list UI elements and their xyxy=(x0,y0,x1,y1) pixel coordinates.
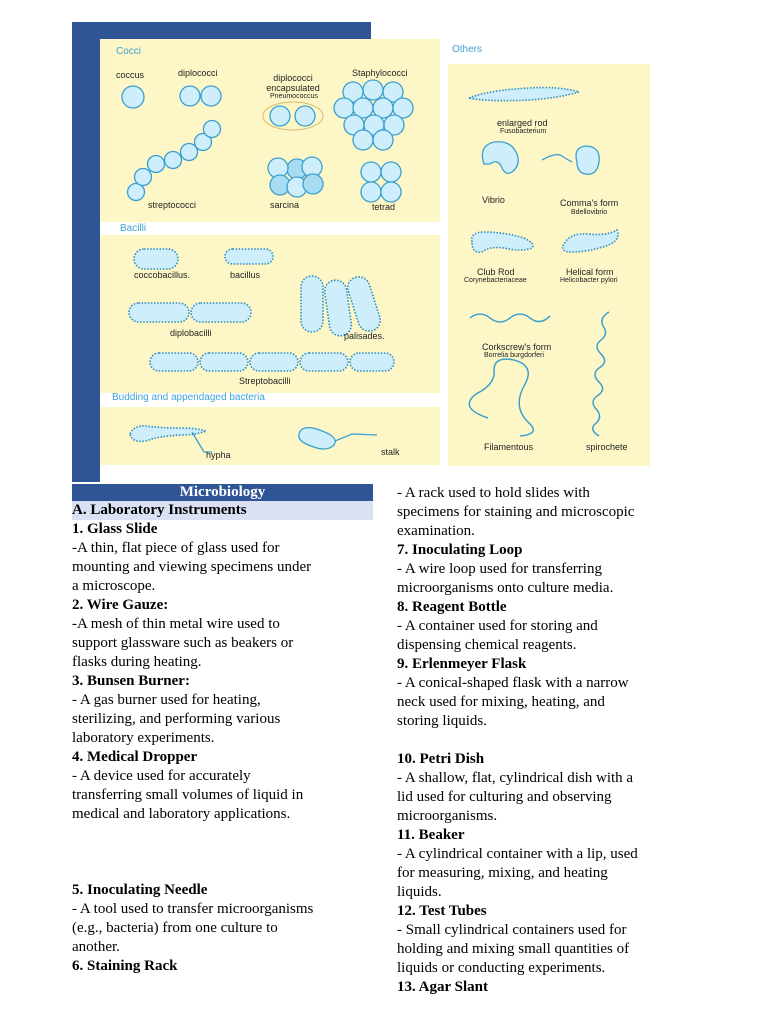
item-reagent-line: dispensing chemical reagents. xyxy=(397,637,577,653)
hypha-pointer xyxy=(192,432,212,452)
item-glass-slide-line: a microscope. xyxy=(72,578,156,594)
item-beaker-line: for measuring, mixing, and heating xyxy=(397,865,608,881)
cocci-title: Cocci xyxy=(116,46,142,57)
diplococcus-shape-2 xyxy=(201,86,221,106)
item-beaker-title: 11. Beaker xyxy=(397,827,465,843)
bacteria-morphology-figure xyxy=(72,22,650,484)
coccus-shape xyxy=(122,86,144,108)
item-flask-line: storing liquids. xyxy=(397,713,488,729)
item-dropper-title: 4. Medical Dropper xyxy=(72,749,198,765)
label-tetrad: tetrad xyxy=(372,202,396,212)
item-loop-line: - A wire loop used for transferring xyxy=(397,561,602,577)
item-beaker-line: liquids. xyxy=(397,884,442,900)
item-flask-line: - A conical-shaped flask with a narrow xyxy=(397,675,629,691)
encapsulated-coccus-1 xyxy=(270,106,290,126)
item-needle-line: another. xyxy=(72,939,120,955)
item-bunsen-title: 3. Bunsen Burner: xyxy=(72,673,190,689)
label-corynebacteriaceae: Corynebacteriaceae xyxy=(464,277,527,284)
palisades-shape xyxy=(301,274,383,337)
item-wire-gauze-line: flasks during heating. xyxy=(72,654,202,670)
item-bunsen-line: - A gas burner used for heating, xyxy=(72,692,261,708)
label-club-rod: Club Rod xyxy=(477,267,515,277)
item-glass-slide-line: mounting and viewing specimens under xyxy=(72,559,312,575)
item-agar-slant-title: 13. Agar Slant xyxy=(397,979,488,995)
label-spirochete: spirochete xyxy=(586,442,628,452)
bacteria-shapes-art xyxy=(72,22,650,484)
encapsulated-coccus-2 xyxy=(295,106,315,126)
staphylococci-shape xyxy=(334,80,413,150)
label-fusobacterium: Fusobacterium xyxy=(500,128,547,135)
item-wire-gauze-title: 2. Wire Gauze: xyxy=(72,597,169,613)
others-title: Others xyxy=(452,44,483,55)
item-petri-title: 10. Petri Dish xyxy=(397,751,485,767)
label-corkscrew: Corkscrew's form xyxy=(482,342,552,352)
label-palisades: palisades. xyxy=(344,331,385,341)
item-glass-slide-line: -A thin, flat piece of glass used for xyxy=(72,540,280,556)
diplococcus-shape-1 xyxy=(180,86,200,106)
item-glass-slide-title: 1. Glass Slide xyxy=(72,521,158,537)
bdellovibrio-tail xyxy=(542,155,572,162)
label-hypha: hypha xyxy=(206,450,231,460)
item-staining-rack-line: examination. xyxy=(397,523,475,539)
streptobacilli-shape xyxy=(150,353,394,371)
item-staining-rack-line: - A rack used to hold slides with xyxy=(397,485,590,501)
corkscrew-outline xyxy=(470,314,550,322)
blank-space xyxy=(397,731,697,750)
stalk-line xyxy=(335,434,377,441)
bacillus-shape xyxy=(225,249,273,264)
item-flask-line: neck used for mixing, heating, and xyxy=(397,694,605,710)
item-dropper-line: - A device used for accurately xyxy=(72,768,251,784)
heading-microbiology: Microbiology xyxy=(72,484,373,501)
section-laboratory-instruments: A. Laboratory Instruments xyxy=(72,501,373,520)
item-wire-gauze-line: -A mesh of thin metal wire used to xyxy=(72,616,280,632)
club-rod-shape xyxy=(472,232,533,252)
diplobacillus-shape-2 xyxy=(191,303,251,322)
item-beaker-line: - A cylindrical container with a lip, used xyxy=(397,846,638,862)
bacilli-title: Bacilli xyxy=(120,223,147,234)
filamentous-shape xyxy=(469,359,533,436)
item-needle-line: (e.g., bacteria) from one culture to xyxy=(72,920,278,936)
blank-space xyxy=(72,824,373,881)
item-test-tubes-line: - Small cylindrical containers used for xyxy=(397,922,627,938)
label-bacillus: bacillus xyxy=(230,270,261,280)
item-staining-rack-title: 6. Staining Rack xyxy=(72,958,178,974)
item-loop-title: 7. Inoculating Loop xyxy=(397,542,523,558)
hypha-shape xyxy=(130,426,206,441)
coccobacillus-shape xyxy=(134,249,178,269)
budding-title: Budding and appendaged bacteria xyxy=(112,392,265,403)
label-stalk: stalk xyxy=(381,447,400,457)
item-test-tubes-title: 12. Test Tubes xyxy=(397,903,487,919)
item-loop-line: microorganisms onto culture media. xyxy=(397,580,614,596)
item-flask-title: 9. Erlenmeyer Flask xyxy=(397,656,527,672)
spirochete-outline xyxy=(593,312,609,436)
filamentous-outline xyxy=(469,359,533,436)
item-bunsen-line: sterilizing, and performing various xyxy=(72,711,281,727)
label-vibrio: Vibrio xyxy=(482,195,505,205)
item-dropper-line: medical and laboratory applications. xyxy=(72,806,291,822)
item-test-tubes-line: liquids or conducting experiments. xyxy=(397,960,606,976)
item-petri-line: lid used for culturing and observing xyxy=(397,789,612,805)
left-text-column xyxy=(72,484,373,976)
streptococci-shape xyxy=(128,121,221,201)
sarcina-shape xyxy=(268,157,323,197)
right-text-column xyxy=(397,484,697,997)
label-coccus: coccus xyxy=(116,70,145,80)
stalk-bacterium-shape xyxy=(299,428,336,449)
item-needle-line: - A tool used to transfer microorganisms xyxy=(72,901,314,917)
tetrad-shape xyxy=(361,162,401,202)
label-filamentous: Filamentous xyxy=(484,442,534,452)
item-petri-line: microorganisms. xyxy=(397,808,498,824)
label-pneumococcus: Pneumococcus xyxy=(270,93,318,100)
label-coccobacillus: coccobacillus. xyxy=(134,270,191,280)
label-streptococci: streptococci xyxy=(148,200,197,210)
label-bdellovibrio: Bdellovibrio xyxy=(571,209,608,216)
label-commas-form: Comma's form xyxy=(560,198,619,208)
item-wire-gauze-line: support glassware such as beakers or xyxy=(72,635,294,651)
item-dropper-line: transferring small volumes of liquid in xyxy=(72,787,304,803)
label-diplococci: diplococci xyxy=(178,68,218,78)
helical-form-shape xyxy=(563,230,618,252)
label-helical-form: Helical form xyxy=(566,267,614,277)
item-petri-line: - A shallow, flat, cylindrical dish with a xyxy=(397,770,634,786)
item-reagent-title: 8. Reagent Bottle xyxy=(397,599,507,615)
diplobacillus-shape-1 xyxy=(129,303,189,322)
label-staphylococci: Staphylococci xyxy=(352,68,408,78)
label-sarcina: sarcina xyxy=(270,200,300,210)
label-diplococci-encapsulated: diplococci encapsulated xyxy=(266,73,320,93)
fusobacterium-shape xyxy=(469,88,579,101)
item-reagent-line: - A container used for storing and xyxy=(397,618,598,634)
label-diplobacilli: diplobacilli xyxy=(170,328,212,338)
label-borrelia: Borrelia burgdorferi xyxy=(484,352,544,359)
label-streptobacilli: Streptobacilli xyxy=(239,376,291,386)
item-staining-rack-line: specimens for staining and microscopic xyxy=(397,504,635,520)
item-needle-title: 5. Inoculating Needle xyxy=(72,882,208,898)
vibrio-shape xyxy=(482,142,518,174)
bdellovibrio-shape xyxy=(576,146,599,174)
label-enlarged-rod: enlarged rod xyxy=(497,118,548,128)
item-test-tubes-line: holding and mixing small quantities of xyxy=(397,941,630,957)
item-bunsen-line: laboratory experiments. xyxy=(72,730,215,746)
label-helicobacter: Helicobacter pylori xyxy=(560,277,618,284)
